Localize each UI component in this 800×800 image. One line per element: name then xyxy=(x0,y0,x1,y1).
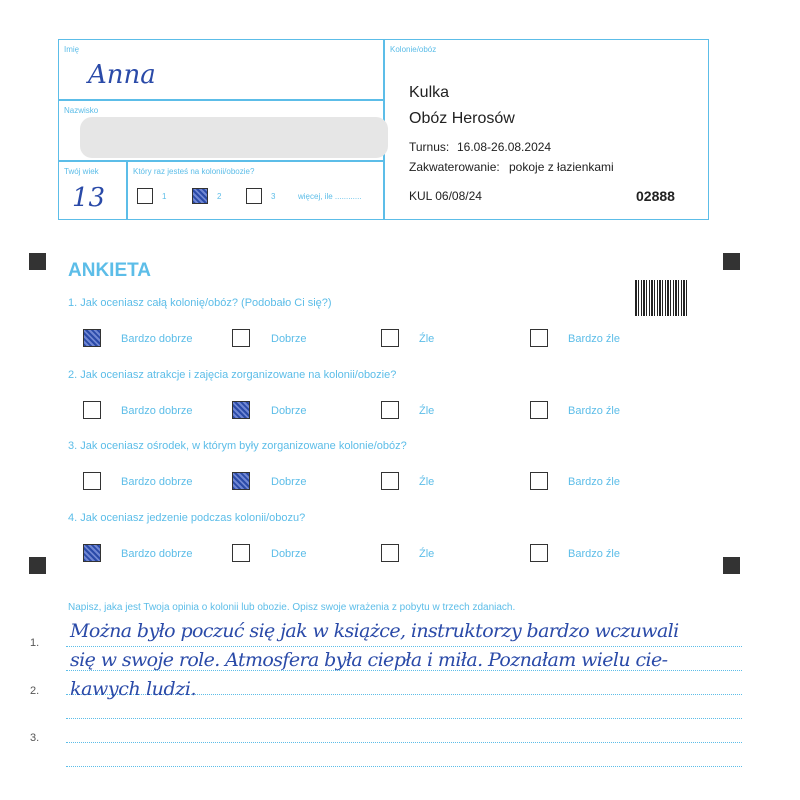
q1-option-dobrze: Dobrze xyxy=(271,333,307,345)
q1-checkbox-dobrze[interactable] xyxy=(232,329,250,347)
line-number-2: 2. xyxy=(30,685,40,697)
ktory-raz-label: Który raz jesteś na kolonii/obozie? xyxy=(133,167,255,176)
wiek-value: 13 xyxy=(72,183,106,213)
survey-title: ANKIETA xyxy=(68,260,152,281)
imie-label: Imię xyxy=(64,45,80,54)
ktory-raz-option-1: 1 xyxy=(162,192,167,201)
handwritten-answer-line-1: Można było poczuć się jak w książce, instruktorzy bardzo wczuwali xyxy=(70,620,679,642)
ktory-raz-checkbox-1[interactable] xyxy=(137,188,153,204)
q3-checkbox-bardzo-dobrze[interactable] xyxy=(83,472,101,490)
imie-value: Anna xyxy=(88,60,156,90)
handwritten-answer-line-3: kawych ludzi. xyxy=(70,678,197,700)
turnus-value: 16.08-26.08.2024 xyxy=(457,140,552,154)
turnus-label: Turnus: xyxy=(409,140,450,154)
q4-checkbox-bardzo-zle[interactable] xyxy=(530,544,548,562)
answer-line-1 xyxy=(66,646,742,647)
zakwaterowanie-value: pokoje z łazienkami xyxy=(509,160,614,174)
answer-line-5 xyxy=(66,742,742,743)
q1-option-bardzo-dobrze: Bardzo dobrze xyxy=(121,333,193,345)
line-number-3: 3. xyxy=(30,732,40,744)
ktory-raz-option-more: więcej, ile ............ xyxy=(298,192,362,201)
form-number: 02888 xyxy=(636,188,675,204)
q1-option-bardzo-zle: Bardzo źle xyxy=(568,333,620,345)
registration-mark-bottom-left xyxy=(29,557,46,574)
q3-option-zle: Źle xyxy=(419,476,435,488)
q3-checkbox-zle[interactable] xyxy=(381,472,399,490)
q2-checkbox-bardzo-dobrze[interactable] xyxy=(83,401,101,419)
q1-checkbox-bardzo-dobrze[interactable] xyxy=(83,329,101,347)
q4-checkbox-bardzo-dobrze[interactable] xyxy=(83,544,101,562)
handwritten-answer-line-2: się w swoje role. Atmosfera była ciepła i miła. Poznałam wielu cie- xyxy=(70,649,668,671)
ktory-raz-option-3: 3 xyxy=(271,192,276,201)
q3-option-dobrze: Dobrze xyxy=(271,476,307,488)
nazwisko-divider xyxy=(58,160,384,162)
q2-checkbox-bardzo-zle[interactable] xyxy=(530,401,548,419)
q2-option-bardzo-zle: Bardzo źle xyxy=(568,405,620,417)
question-2: 2. Jak oceniasz atrakcje i zajęcia zorganizowane na kolonii/obozie? xyxy=(68,369,397,381)
camp-name: Kulka xyxy=(409,84,450,101)
q2-checkbox-dobrze[interactable] xyxy=(232,401,250,419)
q1-option-zle: Źle xyxy=(419,333,435,345)
ktory-raz-checkbox-3[interactable] xyxy=(246,188,262,204)
question-1: 1. Jak oceniasz całą kolonię/obóz? (Podobało Ci się?) xyxy=(68,297,332,309)
q2-option-dobrze: Dobrze xyxy=(271,405,307,417)
q3-option-bardzo-dobrze: Bardzo dobrze xyxy=(121,476,193,488)
question-3: 3. Jak oceniasz ośrodek, w którym były zorganizowane kolonie/obóz? xyxy=(68,440,407,452)
imie-divider xyxy=(58,99,384,101)
q4-option-zle: Źle xyxy=(419,548,435,560)
q2-option-bardzo-dobrze: Bardzo dobrze xyxy=(121,405,193,417)
registration-mark-top-right xyxy=(723,253,740,270)
q3-checkbox-dobrze[interactable] xyxy=(232,472,250,490)
kolonie-label: Kolonie/obóz xyxy=(390,45,437,54)
nazwisko-redacted xyxy=(80,117,388,158)
wiek-divider xyxy=(126,160,128,220)
ktory-raz-option-2: 2 xyxy=(217,192,222,201)
nazwisko-label: Nazwisko xyxy=(64,106,99,115)
q4-option-dobrze: Dobrze xyxy=(271,548,307,560)
line-number-1: 1. xyxy=(30,637,40,649)
q2-option-zle: Źle xyxy=(419,405,435,417)
q4-checkbox-dobrze[interactable] xyxy=(232,544,250,562)
answer-line-4 xyxy=(66,718,742,719)
registration-mark-bottom-right xyxy=(723,557,740,574)
camp-code: KUL 06/08/24 xyxy=(409,189,482,203)
q3-option-bardzo-zle: Bardzo źle xyxy=(568,476,620,488)
zakwaterowanie-label: Zakwaterowanie: xyxy=(409,160,500,174)
q3-checkbox-bardzo-zle[interactable] xyxy=(530,472,548,490)
camp-program: Obóz Herosów xyxy=(409,110,515,127)
registration-mark-top-left xyxy=(29,253,46,270)
question-4: 4. Jak oceniasz jedzenie podczas kolonii/obozu? xyxy=(68,512,306,524)
opinion-prompt: Napisz, jaka jest Twoja opinia o kolonii lub obozie. Opisz swoje wrażenia z pobytu w trzech zdaniach. xyxy=(68,602,516,613)
q4-option-bardzo-zle: Bardzo źle xyxy=(568,548,620,560)
q4-option-bardzo-dobrze: Bardzo dobrze xyxy=(121,548,193,560)
q4-checkbox-zle[interactable] xyxy=(381,544,399,562)
answer-line-6 xyxy=(66,766,742,767)
q2-checkbox-zle[interactable] xyxy=(381,401,399,419)
wiek-label: Twój wiek xyxy=(64,167,99,176)
ktory-raz-checkbox-2[interactable] xyxy=(192,188,208,204)
barcode xyxy=(635,280,689,316)
q1-checkbox-bardzo-zle[interactable] xyxy=(530,329,548,347)
q1-checkbox-zle[interactable] xyxy=(381,329,399,347)
